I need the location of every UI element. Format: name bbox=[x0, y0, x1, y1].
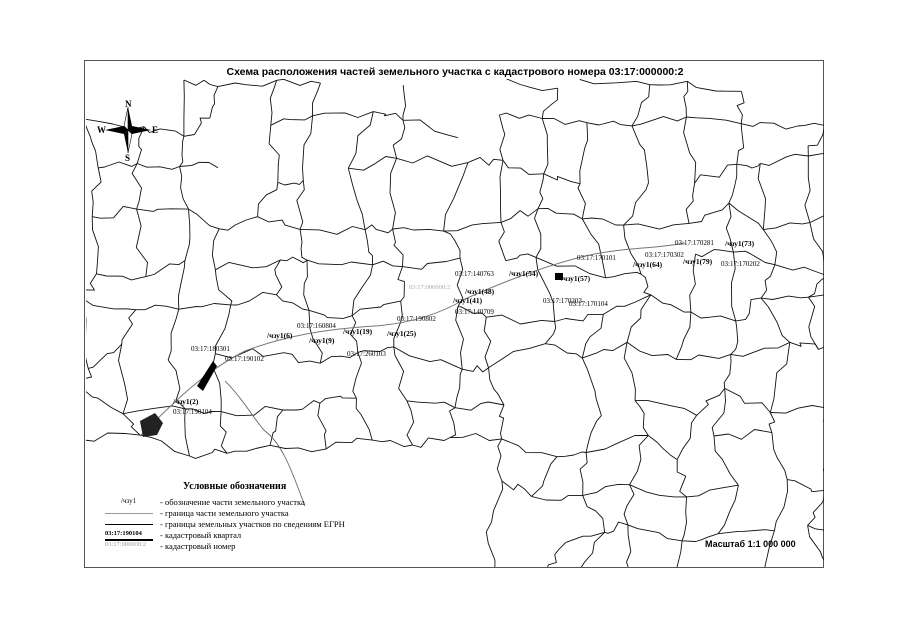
legend-symbol-part-boundary bbox=[105, 508, 153, 519]
map-label-q160804: 03:17:160804 bbox=[297, 322, 336, 330]
legend-row-cadastral-number bbox=[105, 541, 445, 552]
legend-text-part-boundary: - граница части земельного участка bbox=[160, 508, 289, 518]
map-sheet bbox=[84, 60, 824, 568]
legend-row-part-label bbox=[105, 497, 445, 508]
map-label-cad: 03:17:000000:2 bbox=[409, 284, 451, 291]
map-label-u54: /чзу1(54) bbox=[509, 269, 539, 278]
legend-row-quarter bbox=[105, 530, 445, 541]
map-label-q180301: 03:17:180301 bbox=[191, 345, 230, 353]
map-label-u2: /чзу1(2) bbox=[173, 397, 199, 406]
land-part-boundary bbox=[140, 243, 685, 436]
map-label-u79: /чзу1(79) bbox=[683, 257, 713, 266]
plot-marker-west bbox=[197, 361, 217, 391]
map-label-q140763: 03:17:140763 bbox=[455, 270, 494, 278]
map-label-u41: /чзу1(41) bbox=[453, 296, 483, 305]
map-label-q260103: 03:17:260103 bbox=[347, 350, 386, 358]
legend-symbol-part-label: /чзу1 bbox=[121, 497, 137, 505]
legend-text-part-label: - обозначение части земельного участка bbox=[160, 497, 305, 507]
map-label-q170302: 03:17:170302 bbox=[645, 251, 684, 259]
legend bbox=[105, 481, 445, 561]
compass-north: N bbox=[125, 99, 132, 109]
compass-rose-icon bbox=[97, 99, 159, 161]
legend-title: Условные обозначения bbox=[183, 481, 287, 492]
legend-row-part-boundary bbox=[105, 508, 445, 519]
map-label-q190104: 03:17:190104 bbox=[173, 408, 212, 416]
legend-symbol-quarter: 03:17:190104 bbox=[105, 530, 153, 541]
map-label-u64: /чзу1(64) bbox=[633, 260, 663, 269]
map-label-q190102: 03:17:190102 bbox=[225, 355, 264, 363]
compass-west: W bbox=[97, 125, 106, 135]
compass-south: S bbox=[125, 153, 131, 161]
map-label-u73: /чзу1(73) bbox=[725, 239, 755, 248]
scale-label: Масштаб 1:1 000 000 bbox=[705, 539, 796, 549]
map-title: Схема расположения частей земельного участка с кадастрового номера 03:17:000000:2 bbox=[226, 66, 684, 78]
legend-text-cadastral-number: - кадастровый номер bbox=[160, 541, 236, 551]
legend-text-quarter: - кадастровый квартал bbox=[160, 530, 242, 540]
map-label-u57: /чзу1(57) bbox=[561, 274, 591, 283]
map-label-u48: /чзу1(48) bbox=[465, 287, 495, 296]
map-label-u6: /чзу1(6) bbox=[267, 331, 293, 340]
map-label-q170281: 03:17:170281 bbox=[675, 239, 714, 247]
compass-east: E bbox=[152, 125, 159, 135]
legend-symbol-parcels bbox=[105, 519, 153, 530]
map-label-q190802: 03:17:190802 bbox=[397, 315, 436, 323]
map-label-u25: /чзу1(25) bbox=[387, 329, 417, 338]
map-label-q170104: 03:17:170104 bbox=[569, 300, 608, 308]
legend-text-parcels: - границы земельных участков по сведениям ЕГРН bbox=[160, 519, 345, 529]
legend-symbol-cadastral-number: 03:17:000000:2 bbox=[105, 541, 147, 548]
map-label-q140709: 03:17:140709 bbox=[455, 308, 494, 316]
map-label-u19: /чзу1(19) bbox=[343, 327, 373, 336]
map-labels bbox=[172, 239, 760, 416]
map-label-q170203: 03:17:170203 bbox=[543, 297, 582, 305]
map-label-u9: /чзу1(9) bbox=[309, 336, 335, 345]
legend-row-parcels bbox=[105, 519, 445, 530]
map-label-q170101: 03:17:170101 bbox=[577, 254, 616, 262]
map-label-q170202: 03:17:170202 bbox=[721, 260, 760, 268]
